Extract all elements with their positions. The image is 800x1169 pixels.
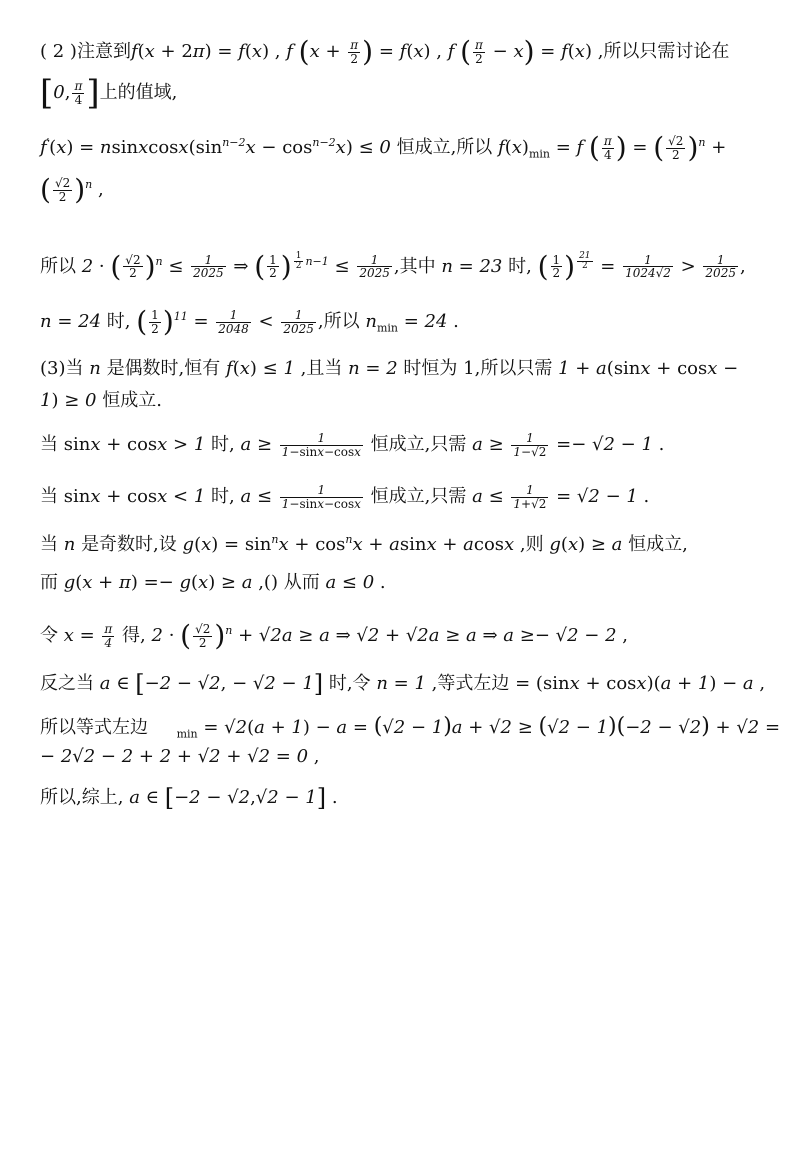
text-segment: 恒成立,只需 [370,434,467,456]
text-segment: 时恒为 1,所以只需 [403,358,553,379]
line-left-min: 所以等式左边 $_{min}$ = √2(a + 1) − a = (√2 − 1)a + √2 ≥ (√2 − 1)(−2 − √2) + √2 = [40,714,781,741]
text-segment: 恒成立, [628,534,688,555]
text-segment: 得, [122,625,146,646]
text-segment: ,其中 [393,255,436,277]
text-segment: 是奇数时,设 [81,534,177,555]
text-segment: 所以 [40,255,76,277]
text-segment: 恒成立,所以 [396,137,493,158]
text-segment: 当 [40,486,58,508]
text-segment: 从而 [283,572,320,593]
line-odd-case: 当 n 是奇数时,设 $g(x) = \sin^nx + \cos^nx + asinx + acosx$ ,则 g(x) ≥ a 恒成立, [40,533,688,555]
text-segment: 恒成立,只需 [370,486,467,508]
text-segment: ( 2 )注意到 [40,41,131,62]
text-segment: 时,令 [328,673,371,694]
text-segment: 所以,综上, [40,787,124,808]
line-conclusion: 所以,综上, a ∈ [−2 − √2,√2 − 1] . [40,784,338,812]
line-period-symmetry: ( 2 )注意到f(x + 2π) = f(x) , f (x + $\frac{\pi}{2}$ ) = f(x) , f ( $\frac{\pi}{2}$ − x) = f(x) ,所以只需讨论在 [40,35,730,68]
text-segment: 当 [40,534,58,555]
text-segment: 反之当 [40,673,94,694]
line-n-min: n = 24 时, ( $\frac{1}{2}$ )$^{11}$ = $\frac{1}{2048}$ < $\frac{1}{2025}$ ,所以 $n_{min} = 24$ . [40,305,459,338]
text-segment: 时, [211,486,235,508]
line-odd-symmetry: 而 g(x + π) =− g(x) ≥ a ,() 从而 a ≤ 0 . [40,572,386,593]
text-segment: 时, [211,434,235,456]
line-inequality-n: 所以 2 · ( $\frac{√2}{2}$ )$^n$ ≤ $\frac{1}{2025}$ ⇒ ( $\frac{1}{2}$ ) $^{\frac{1}{2} n-1}$ ≤ $\frac{1}{2025}$ ,其中 n = 23 时, ( $\frac{1}{2}$ ) $^{\frac{21}{2}}$ = $\frac{1}{1024√2}$ > $\frac{1}{2025}$ , [40,249,746,283]
text-segment: 恒成立. [102,390,162,411]
text-segment: 是偶数时,恒有 [106,358,221,379]
text-segment: (3)当 [40,358,84,379]
text-segment: 上的值域, [99,82,178,103]
text-segment: 令 [40,625,58,646]
line-part3-even: (3)当 n 是偶数时,恒有 f(x) ≤ 1 ,且当 n = 2 时恒为 1,所以只需 1 + a(sinx + cosx − [40,358,739,379]
line-case-less: 当 sinx + cosx < 1 时, a ≤ $\frac{1}{1-\sin x-\cos x}$ 恒成立,只需 a ≤ $\frac{1}{1+√2}$ = √2 − 1 . [40,483,650,511]
line-part3-even-cont: 1) ≥ 0 恒成立. [40,390,162,411]
text-segment: ,所以 [317,311,360,332]
text-segment: ,所以只需讨论在 [597,41,730,62]
text-segment: 所以等式左边 [40,717,148,738]
line-derivative: $f'(x) = nsinxcosx(\sin^{n-2}x - \cos^{n-2}x) \le 0$ 恒成立,所以 $f(x)_{min} = f$ ( $\frac{\pi}{4}$ ) = ( $\frac{√2}{2}$ )$^n$ + [40,131,727,164]
line-left-min-cont: − 2√2 − 2 + 2 + √2 + √2 = 0 , [40,746,320,767]
line-converse: 反之当 a ∈ [−2 − √2, − √2 − 1] 时,令 n = 1 ,等式左边 = (sinx + cosx)(a + 1) − a , [40,670,766,698]
line-derivative-cont: ( $\frac{√2}{2}$ )$^n$ , [40,173,104,206]
text-segment: 时, [508,255,532,277]
text-segment: ,等式左边 [431,673,510,694]
line-interval: [0, $\frac{\pi}{4}$ ]上的值域, [40,73,178,113]
line-case-greater: 当 sinx + cosx > 1 时, a ≥ $\frac{1}{1-\sin x-\cos x}$ 恒成立,只需 a ≥ $\frac{1}{1-√2}$ =− √2 − 1 . [40,431,665,459]
text-segment: 而 [40,572,58,593]
text-segment: ,则 [519,534,544,555]
text-segment: 当 [40,434,58,456]
text-segment: ,且当 [300,358,343,379]
text-segment: 时, [106,311,131,332]
line-substitute-pi4: 令 x = $\frac{\pi}{4}$ 得, 2 · ( $\frac{√2}{2}$ )$^n$ + √2a ≥ a ⇒ √2 + √2a ≥ a ⇒ a ≥− √2 − 2 , [40,619,628,652]
